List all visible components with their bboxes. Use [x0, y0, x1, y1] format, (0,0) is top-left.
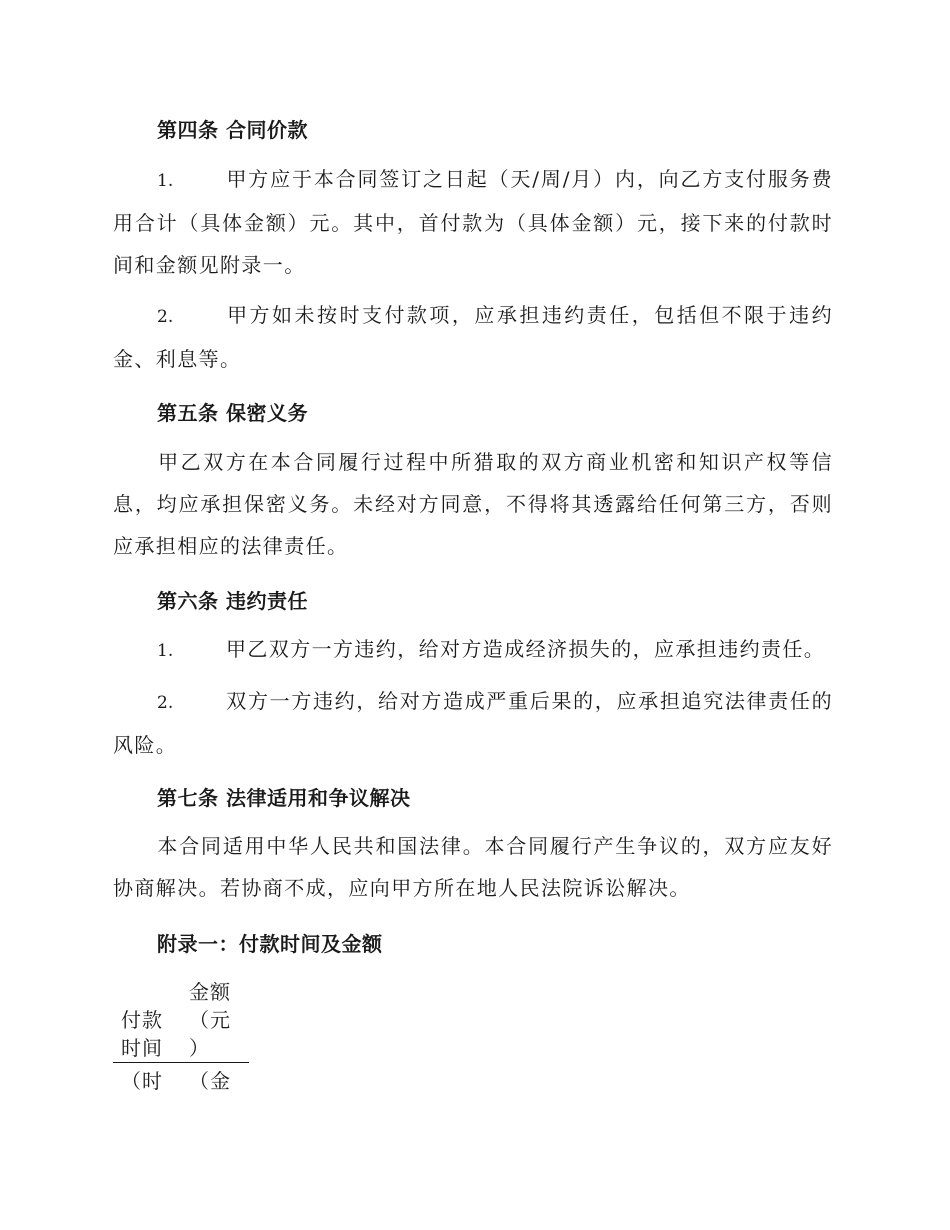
article-4-item-2	[113, 294, 833, 380]
article-4-heading: 第四条 合同价款	[157, 118, 308, 142]
item-number: 1.	[157, 171, 174, 191]
table-cell: （时	[121, 1069, 163, 1093]
item-number: 1.	[157, 641, 174, 661]
item-text: 甲方应于本合同签订之日起（天/周/月）内，向乙方支付服务费用合计（具体金额）元。其中，首付款为（具体金额）元，接下来的付款时间和金额见附录一。	[113, 167, 833, 277]
article-7-paragraph	[113, 825, 833, 909]
article-4-item-1	[113, 158, 833, 286]
payment-table	[113, 978, 258, 1095]
article-6-item-1	[113, 628, 833, 672]
item-text: 甲乙双方一方违约，给对方造成经济损失的，应承担违约责任。	[226, 637, 826, 661]
table-cell: （金	[189, 1069, 231, 1093]
column-header-time: 付款 时间	[121, 1008, 163, 1060]
article-5-heading: 第五条 保密义务	[157, 401, 308, 425]
item-text: 双方一方违约，给对方造成严重后果的，应承担追究法律责任的风险。	[113, 689, 833, 757]
paragraph-text: 甲乙双方在本合同履行过程中所猎取的双方商业机密和知识产权等信息，均应承担保密义务。未经对方同意，不得将其透露给任何第三方，否则应承担相应的法律责任。	[113, 450, 833, 558]
paragraph-text: 本合同适用中华人民共和国法律。本合同履行产生争议的，双方应友好协商解决。若协商不成，应向甲方所在地人民法院诉讼解决。	[113, 834, 833, 900]
article-6-item-2	[113, 680, 833, 766]
appendix-heading: 附录一：付款时间及金额	[157, 932, 383, 956]
item-number: 2.	[157, 693, 174, 713]
article-5-paragraph	[113, 441, 833, 567]
article-6-heading: 第六条 违约责任	[157, 589, 308, 613]
item-number: 2.	[157, 307, 174, 327]
table-header-row	[113, 978, 249, 1063]
column-header-amount: 金额 （元 ）	[189, 980, 231, 1060]
item-text: 甲方如未按时支付款项，应承担违约责任，包括但不限于违约金、利息等。	[113, 303, 833, 371]
table-row	[113, 1063, 249, 1096]
article-7-heading: 第七条 法律适用和争议解决	[157, 786, 411, 810]
